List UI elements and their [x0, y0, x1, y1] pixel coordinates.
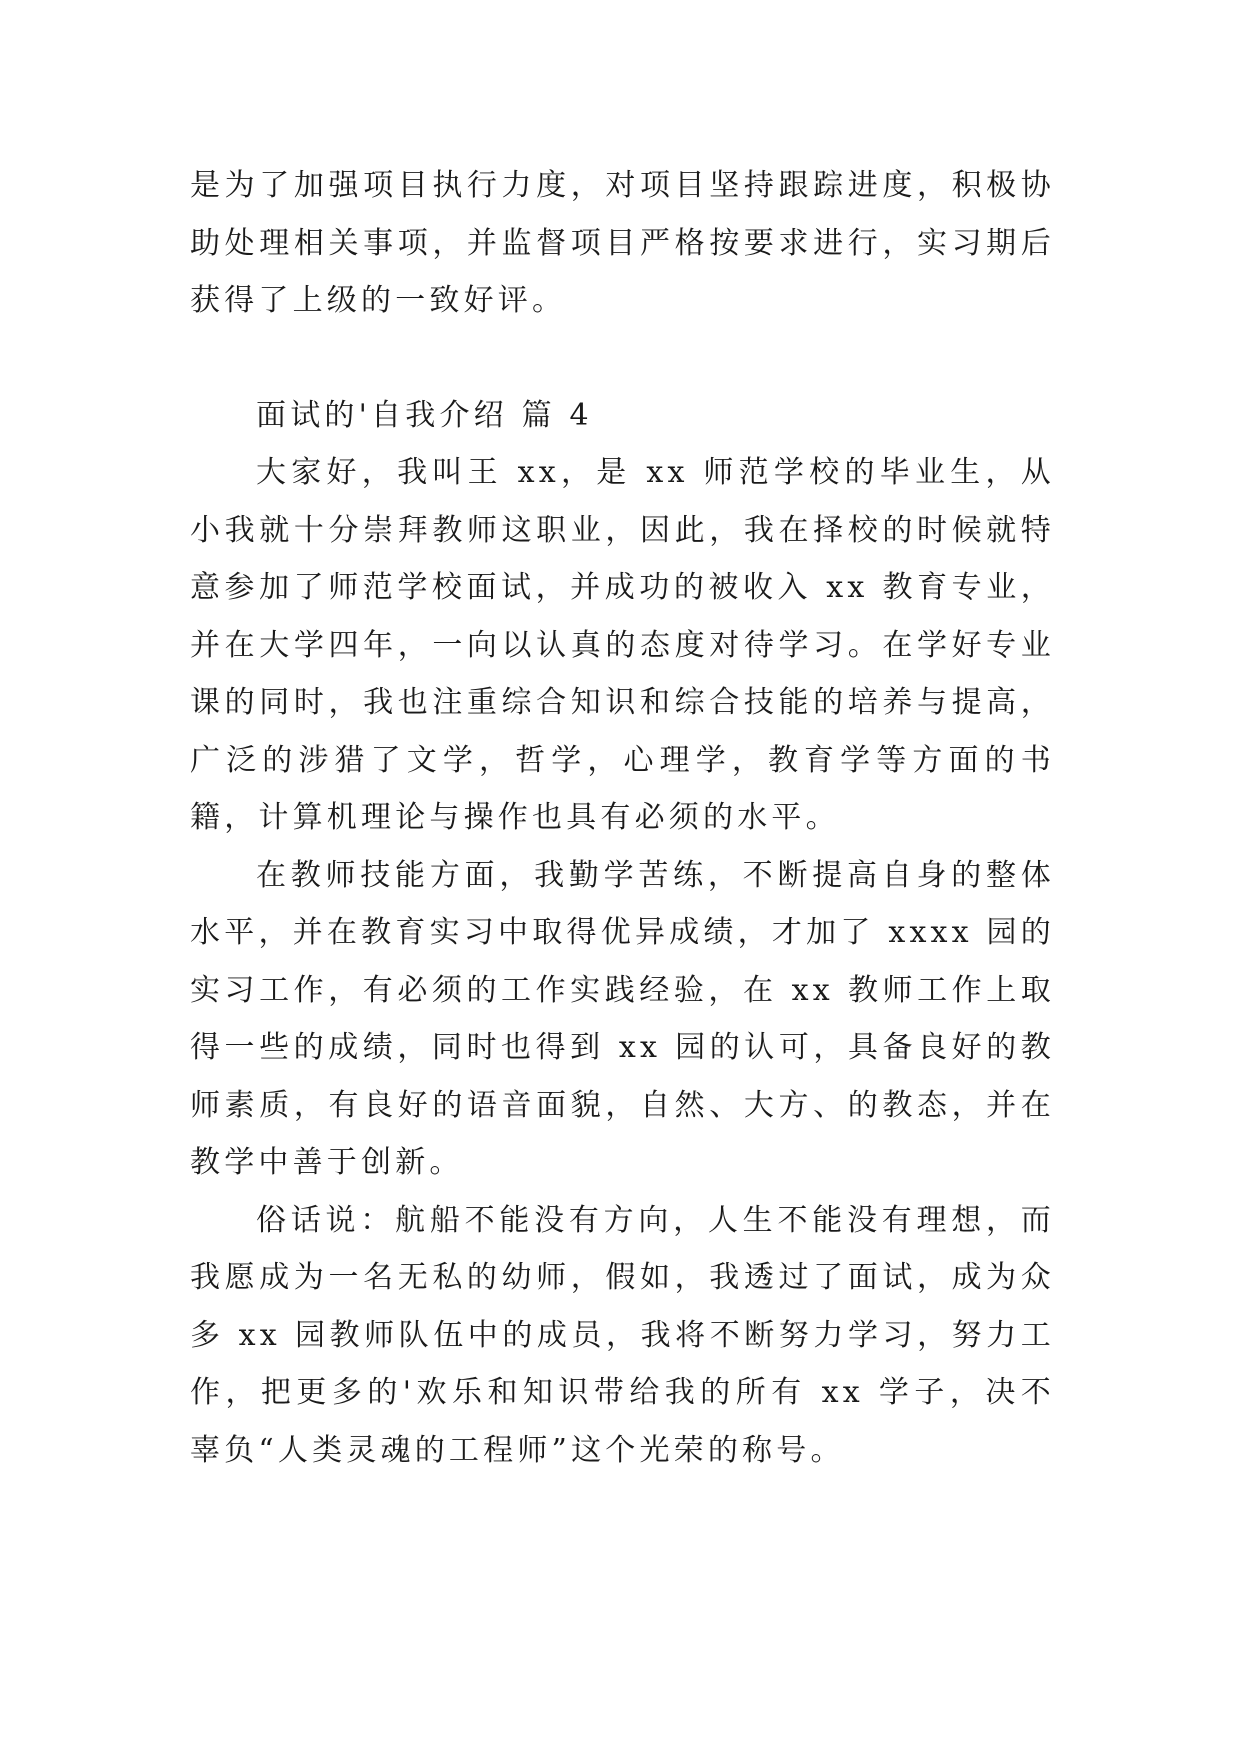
- section-heading: 面试的'自我介绍 篇 4: [256, 397, 593, 433]
- paragraph-aspiration: 俗话说：航船不能没有方向，人生不能没有理想，而我愿成为一名无私的幼师，假如，我透过了面试，成为众多 xx 园教师队伍中的成员，我将不断努力学习，努力工作，把更多的'欢乐和知识带给我的所有 xx 学子，决不辜负“人类灵魂的工程师”这个光荣的称号。: [190, 1202, 1055, 1468]
- paragraph-teaching-skills: 在教师技能方面，我勤学苦练，不断提高自身的整体水平，并在教育实习中取得优异成绩，才加了 xxxx 园的实习工作，有必须的工作实践经验，在 xx 教师工作上取得一些的成绩，同时也得到 xx 园的认可，具备良好的教师素质，有良好的语音面貌，自然、大方、的教态，并在教学中善于创新。: [190, 857, 1055, 1180]
- paragraph-continuation: 是为了加强项目执行力度，对项目坚持跟踪进度，积极协助处理相关事项，并监督项目严格按要求进行，实习期后获得了上级的一致好评。: [190, 168, 1055, 318]
- paragraph-intro: 大家好，我叫王 xx，是 xx 师范学校的毕业生，从小我就十分崇拜教师这职业，因此，我在择校的时候就特意参加了师范学校面试，并成功的被收入 xx 教育专业，并在大学四年，一向以认真的态度对待学习。在学好专业课的同时，我也注重综合知识和综合技能的培养与提高，广泛的涉猎了文学，哲学，心理学，教育学等方面的书籍，计算机理论与操作也具有必须的水平。: [190, 455, 1055, 835]
- document-body: [190, 157, 1055, 1479]
